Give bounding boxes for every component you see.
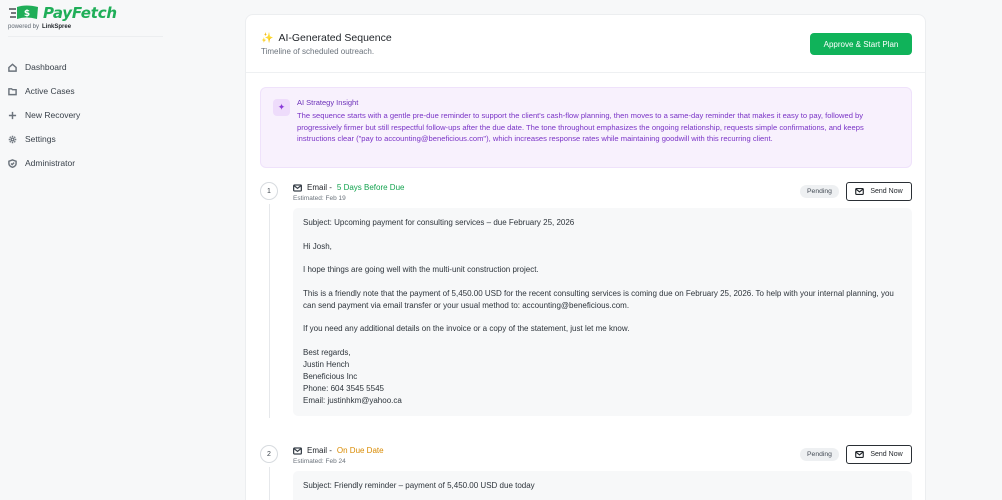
send-now-button[interactable]	[846, 445, 912, 464]
home-icon	[8, 63, 25, 72]
sparkles-icon: ✦	[273, 99, 290, 116]
step-number: 1	[260, 182, 278, 200]
ai-strategy-insight	[260, 87, 912, 168]
signature-line: Beneficious Inc	[303, 371, 358, 381]
svg-text:$: $	[23, 9, 31, 19]
sidebar-item-label: Active Cases	[25, 86, 75, 96]
email-paragraph: If you need any additional details on the invoice or a copy of the statement, just let me know.	[303, 324, 630, 334]
sequence-step	[260, 445, 912, 500]
step-channel: Email -	[307, 446, 332, 455]
sidebar-item-label: Administrator	[25, 158, 76, 168]
email-paragraph: I hope things are going well with the multi-unit construction project.	[303, 265, 539, 275]
status-badge: Pending	[800, 185, 839, 198]
email-paragraph: This is a friendly note that the payment of 5,450.00 USD for the recent consulting services is coming due on February 25, 2026. To help with your internal planning, you can send payment via email transfer or your usual method to: accounting@beneficious.com.	[303, 288, 894, 310]
signature-line: Justin Hench	[303, 359, 350, 369]
mail-icon	[855, 188, 864, 195]
insight-title: AI Strategy Insight	[297, 98, 359, 107]
sidebar-item-active-cases[interactable]	[8, 79, 80, 103]
sidebar-item-dashboard[interactable]	[8, 55, 80, 79]
sequence-card	[245, 14, 926, 500]
send-now-label: Send Now	[870, 188, 903, 195]
sidebar	[0, 0, 170, 500]
timeline-line	[269, 467, 270, 500]
send-now-label: Send Now	[870, 451, 903, 458]
money-flag-icon	[8, 4, 40, 22]
shield-icon	[8, 159, 25, 168]
step-estimated-date: Estimated: Feb 24	[293, 458, 346, 465]
mail-icon	[855, 451, 864, 458]
step-heading	[293, 446, 384, 455]
signature-line: Best regards,	[303, 347, 351, 357]
mail-icon	[293, 184, 302, 192]
partner-name: LinkSpree	[42, 24, 72, 30]
step-number: 2	[260, 445, 278, 463]
sparkles-icon: ✨	[261, 32, 274, 44]
step-timing: On Due Date	[336, 446, 384, 455]
step-channel: Email -	[307, 183, 332, 192]
brand-name: PayFetch	[43, 4, 117, 22]
timeline-line	[269, 204, 270, 418]
sidebar-item-label: Dashboard	[25, 62, 67, 72]
powered-by	[8, 24, 71, 30]
email-subject: Subject: Friendly reminder – payment of 5,450.00 USD due today	[303, 481, 535, 490]
status-badge: Pending	[800, 448, 839, 461]
email-subject: Subject: Upcoming payment for consulting services – due February 25, 2026	[303, 218, 575, 227]
signature-line: Phone: 604 3545 5545	[303, 383, 384, 393]
email-preview	[293, 208, 912, 416]
step-estimated-date: Estimated: Feb 19	[293, 195, 346, 202]
card-header	[246, 15, 925, 73]
approve-start-plan-button[interactable]: Approve & Start Plan	[810, 33, 912, 55]
insight-body: The sequence starts with a gentle pre-due reminder to support the client's cash-flow planning, then moves to a same-day reminder that makes it easy to pay, followed by progressively firmer but still respectful follow-ups after the due date. The tone throughout emphasizes the ongoing relationship, requests simple confirmations, and keeps instructions clear ("pay to accounting@beneficious.com"), which increases response rates while maintaining goodwill with this recurring client.	[297, 111, 864, 144]
gear-icon	[8, 135, 25, 144]
sidebar-item-administrator[interactable]	[8, 151, 80, 175]
sidebar-item-new-recovery[interactable]	[8, 103, 80, 127]
email-signature	[303, 347, 902, 407]
email-preview	[293, 471, 912, 500]
powered-by-label: powered by	[8, 24, 40, 30]
email-paragraph: Hi Josh,	[303, 241, 332, 251]
folder-icon	[8, 87, 25, 96]
step-timing: 5 Days Before Due	[336, 183, 405, 192]
sidebar-nav	[8, 55, 80, 175]
sidebar-item-label: New Recovery	[25, 110, 81, 120]
signature-line: Email: justinhkm@yahoo.ca	[303, 395, 402, 405]
sidebar-item-settings[interactable]	[8, 127, 80, 151]
sequence-step	[260, 182, 912, 432]
page-title	[261, 32, 392, 44]
sidebar-divider	[8, 36, 163, 37]
page-subtitle: Timeline of scheduled outreach.	[261, 47, 375, 56]
plus-icon	[8, 111, 25, 120]
mail-icon	[293, 447, 302, 455]
logo[interactable]	[8, 4, 117, 22]
page-title-text: AI-Generated Sequence	[278, 32, 392, 44]
send-now-button[interactable]	[846, 182, 912, 201]
sidebar-item-label: Settings	[25, 134, 56, 144]
step-heading	[293, 183, 404, 192]
